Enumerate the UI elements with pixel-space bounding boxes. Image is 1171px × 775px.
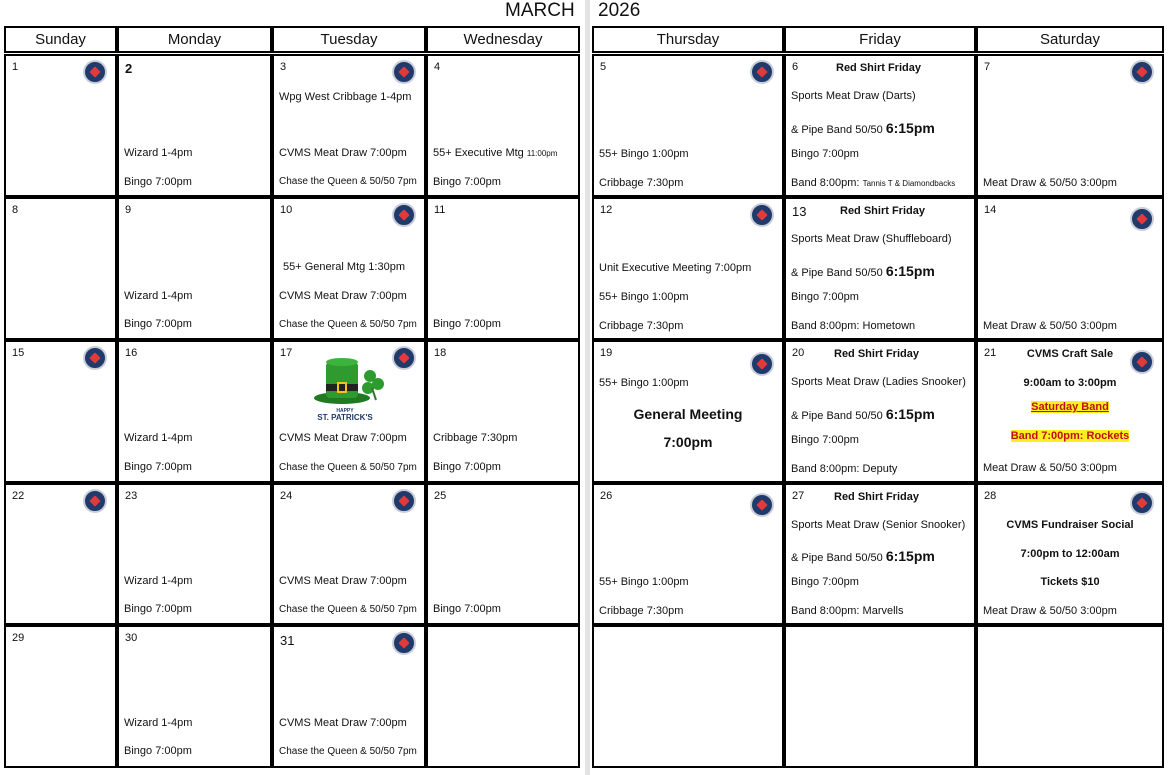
event-cvms-meat-draw: CVMS Meat Draw 7:00pm — [279, 717, 407, 729]
day-cell-1 — [4, 54, 117, 197]
event-saturday-band-text: Saturday Band — [1031, 401, 1109, 413]
day-cell-22 — [4, 483, 117, 625]
day-cell-empty — [976, 625, 1164, 768]
event-bingo: Bingo 7:00pm — [433, 603, 501, 615]
jets-logo-icon — [392, 346, 416, 370]
day-number: 5 — [600, 61, 607, 73]
day-number: 18 — [434, 347, 447, 359]
jets-logo-icon — [1130, 491, 1154, 515]
event-band-label: Band 8:00pm: — [791, 177, 860, 189]
weekday-header-sunday: Sunday — [4, 26, 117, 53]
jets-logo-icon — [1130, 60, 1154, 84]
event-bingo: Bingo 7:00pm — [433, 176, 501, 188]
event-chase-queen: Chase the Queen & 50/50 7pm — [279, 604, 417, 615]
day-number: 24 — [280, 490, 293, 502]
day-number: 12 — [600, 204, 613, 216]
jets-logo-icon — [1130, 207, 1154, 231]
day-number: 22 — [12, 490, 25, 502]
event-general-meeting: General Meeting — [633, 406, 743, 422]
day-number: 25 — [434, 490, 447, 502]
event-bingo: Bingo 7:00pm — [791, 434, 859, 446]
day-cell-13 — [784, 197, 976, 340]
day-cell-28 — [976, 483, 1164, 625]
event-sports-meat-draw: Sports Meat Draw (Darts) — [791, 90, 916, 102]
event-pipe-band-time: 6:15pm — [885, 406, 935, 422]
event-red-shirt-friday: Red Shirt Friday — [840, 205, 925, 217]
day-cell-3 — [272, 54, 426, 197]
event-meat-draw-sat: Meat Draw & 50/50 3:00pm — [983, 605, 1117, 617]
event-tickets: Tickets $10 — [1040, 576, 1100, 588]
jets-logo-icon — [392, 60, 416, 84]
day-cell-17 — [272, 340, 426, 483]
event-pipe-band-label: & Pipe Band 50/50 — [791, 267, 883, 279]
event-meat-draw-sat: Meat Draw & 50/50 3:00pm — [983, 320, 1117, 332]
jets-logo-icon — [83, 489, 107, 513]
event-cribbage: Cribbage 7:30pm — [599, 320, 684, 332]
event-band: Band 8:00pm: Marvells — [791, 605, 904, 617]
day-cell-2 — [117, 54, 272, 197]
day-number: 29 — [12, 632, 25, 644]
event-cribbage: Cribbage 7:30pm — [433, 432, 518, 444]
event-pipe-band-time: 6:15pm — [885, 548, 935, 564]
day-cell-9 — [117, 197, 272, 340]
event-pipe-band — [791, 263, 972, 281]
day-number: 31 — [280, 633, 295, 648]
event-cvms-meat-draw: CVMS Meat Draw 7:00pm — [279, 290, 407, 302]
event-meat-draw-sat: Meat Draw & 50/50 3:00pm — [983, 462, 1117, 474]
event-general-mtg: 55+ General Mtg 1:30pm — [283, 261, 405, 273]
event-band-rockets — [978, 430, 1162, 443]
day-cell-23 — [117, 483, 272, 625]
day-cell-6 — [784, 54, 976, 197]
day-cell-29 — [4, 625, 117, 768]
leprechaun-hat-icon — [312, 352, 390, 422]
jets-logo-icon — [750, 352, 774, 376]
event-bingo-55: 55+ Bingo 1:00pm — [599, 291, 689, 303]
event-cribbage-west: Wpg West Cribbage 1-4pm — [279, 91, 412, 103]
day-cell-4 — [426, 54, 580, 197]
event-red-shirt-friday: Red Shirt Friday — [834, 348, 919, 360]
event-cvms-meat-draw: CVMS Meat Draw 7:00pm — [279, 432, 407, 444]
event-wizard: Wizard 1-4pm — [124, 432, 193, 444]
day-number: 6 — [792, 61, 799, 73]
event-band — [791, 177, 972, 190]
day-number: 26 — [600, 490, 613, 502]
event-sports-meat-draw: Sports Meat Draw (Shuffleboard) — [791, 233, 952, 245]
day-number: 19 — [600, 347, 613, 359]
day-number: 20 — [792, 347, 805, 359]
event-bingo: Bingo 7:00pm — [433, 318, 501, 330]
event-meat-draw-sat: Meat Draw & 50/50 3:00pm — [983, 177, 1117, 189]
day-number: 23 — [125, 490, 138, 502]
event-saturday-band-heading — [978, 401, 1162, 414]
event-pipe-band-time: 6:15pm — [885, 263, 935, 279]
event-bingo-55: 55+ Bingo 1:00pm — [599, 148, 689, 160]
event-cvms-meat-draw: CVMS Meat Draw 7:00pm — [279, 575, 407, 587]
svg-text:HAPPY: HAPPY — [336, 408, 354, 414]
jets-logo-icon — [392, 631, 416, 655]
day-number: 7 — [984, 61, 991, 73]
day-number: 10 — [280, 204, 293, 216]
event-red-shirt-friday: Red Shirt Friday — [834, 491, 919, 503]
event-pipe-band — [791, 406, 972, 424]
day-number: 9 — [125, 204, 132, 216]
event-bingo: Bingo 7:00pm — [791, 148, 859, 160]
day-cell-19 — [592, 340, 784, 483]
event-bingo: Bingo 7:00pm — [124, 176, 192, 188]
event-bingo-55: 55+ Bingo 1:00pm — [599, 576, 689, 588]
event-pipe-band — [791, 120, 972, 138]
event-executive-mtg — [433, 147, 576, 160]
day-cell-21 — [976, 340, 1164, 483]
day-number: 1 — [12, 61, 19, 73]
event-craft-sale: CVMS Craft Sale — [1026, 348, 1114, 360]
day-number: 27 — [792, 490, 805, 502]
day-number: 15 — [12, 347, 25, 359]
event-chase-queen: Chase the Queen & 50/50 7pm — [279, 746, 417, 757]
day-number: 3 — [280, 61, 287, 73]
month-title: MARCH — [505, 0, 575, 21]
day-number: 8 — [12, 204, 19, 216]
event-fundraiser-social: CVMS Fundraiser Social — [1006, 519, 1134, 531]
day-cell-30 — [117, 625, 272, 768]
event-fundraiser-time: 7:00pm to 12:00am — [1020, 548, 1120, 560]
event-executive-mtg-label: 55+ Executive Mtg — [433, 147, 524, 159]
event-executive-mtg-time: 11:00pm — [526, 149, 558, 158]
jets-logo-icon — [83, 60, 107, 84]
event-bingo-55: 55+ Bingo 1:00pm — [599, 377, 689, 389]
jets-logo-icon — [392, 203, 416, 227]
event-cvms-meat-draw: CVMS Meat Draw 7:00pm — [279, 147, 407, 159]
event-wizard: Wizard 1-4pm — [124, 717, 193, 729]
day-cell-20 — [784, 340, 976, 483]
event-chase-queen: Chase the Queen & 50/50 7pm — [279, 319, 417, 330]
event-wizard: Wizard 1-4pm — [124, 147, 193, 159]
day-cell-14 — [976, 197, 1164, 340]
event-bingo: Bingo 7:00pm — [791, 576, 859, 588]
event-bingo: Bingo 7:00pm — [791, 291, 859, 303]
event-sports-meat-draw: Sports Meat Draw (Senior Snooker) — [791, 519, 966, 531]
event-unit-executive: Unit Executive Meeting 7:00pm — [599, 262, 752, 274]
day-cell-26 — [592, 483, 784, 625]
day-cell-24 — [272, 483, 426, 625]
svg-text:ST. PATRICK'S: ST. PATRICK'S — [317, 413, 373, 422]
event-craft-sale-time: 9:00am to 3:00pm — [1023, 377, 1117, 389]
jets-logo-icon — [83, 346, 107, 370]
day-number: 16 — [125, 347, 138, 359]
day-number: 30 — [125, 632, 138, 644]
event-chase-queen: Chase the Queen & 50/50 7pm — [279, 176, 417, 187]
event-general-meeting-time: 7:00pm — [663, 434, 713, 450]
jets-logo-icon — [750, 493, 774, 517]
day-cell-15 — [4, 340, 117, 483]
event-band: Band 8:00pm: Hometown — [791, 320, 916, 332]
day-number: 14 — [984, 204, 997, 216]
jets-logo-icon — [392, 489, 416, 513]
day-number: 13 — [792, 204, 807, 219]
day-cell-7 — [976, 54, 1164, 197]
day-number: 17 — [280, 347, 293, 359]
day-cell-empty — [784, 625, 976, 768]
event-bingo: Bingo 7:00pm — [124, 318, 192, 330]
day-cell-11 — [426, 197, 580, 340]
event-pipe-band-label: & Pipe Band 50/50 — [791, 410, 883, 422]
weekday-header-thursday: Thursday — [592, 26, 784, 53]
day-cell-10 — [272, 197, 426, 340]
event-chase-queen: Chase the Queen & 50/50 7pm — [279, 462, 417, 473]
event-wizard: Wizard 1-4pm — [124, 290, 193, 302]
event-band-name: Tannis T & Diamondbacks — [862, 179, 956, 188]
event-band-rockets-text: Band 7:00pm: Rockets — [1010, 430, 1130, 442]
event-wizard: Wizard 1-4pm — [124, 575, 193, 587]
year-title: 2026 — [598, 0, 641, 21]
day-number: 4 — [434, 61, 441, 73]
day-number: 28 — [984, 490, 997, 502]
event-cribbage: Cribbage 7:30pm — [599, 605, 684, 617]
day-cell-12 — [592, 197, 784, 340]
event-bingo: Bingo 7:00pm — [124, 745, 192, 757]
day-cell-18 — [426, 340, 580, 483]
jets-logo-icon — [750, 60, 774, 84]
day-cell-5 — [592, 54, 784, 197]
day-number: 11 — [434, 204, 446, 216]
day-cell-8 — [4, 197, 117, 340]
event-bingo: Bingo 7:00pm — [124, 461, 192, 473]
day-cell-16 — [117, 340, 272, 483]
weekday-header-wednesday: Wednesday — [426, 26, 580, 53]
day-cell-25 — [426, 483, 580, 625]
weekday-header-monday: Monday — [117, 26, 272, 53]
day-cell-27 — [784, 483, 976, 625]
event-pipe-band-time: 6:15pm — [885, 120, 935, 136]
event-bingo: Bingo 7:00pm — [433, 461, 501, 473]
event-band: Band 8:00pm: Deputy — [791, 463, 898, 475]
day-number: 21 — [984, 347, 997, 359]
event-pipe-band — [791, 548, 972, 566]
weekday-header-tuesday: Tuesday — [272, 26, 426, 53]
event-red-shirt-friday: Red Shirt Friday — [836, 62, 921, 74]
event-sports-meat-draw: Sports Meat Draw (Ladies Snooker) — [791, 376, 966, 388]
weekday-header-saturday: Saturday — [976, 26, 1164, 53]
event-pipe-band-label: & Pipe Band 50/50 — [791, 124, 883, 136]
event-cribbage: Cribbage 7:30pm — [599, 177, 684, 189]
event-pipe-band-label: & Pipe Band 50/50 — [791, 552, 883, 564]
day-cell-empty — [592, 625, 784, 768]
day-number: 2 — [125, 61, 133, 76]
event-bingo: Bingo 7:00pm — [124, 603, 192, 615]
day-cell-empty — [426, 625, 580, 768]
weekday-header-friday: Friday — [784, 26, 976, 53]
jets-logo-icon — [750, 203, 774, 227]
day-cell-31 — [272, 625, 426, 768]
